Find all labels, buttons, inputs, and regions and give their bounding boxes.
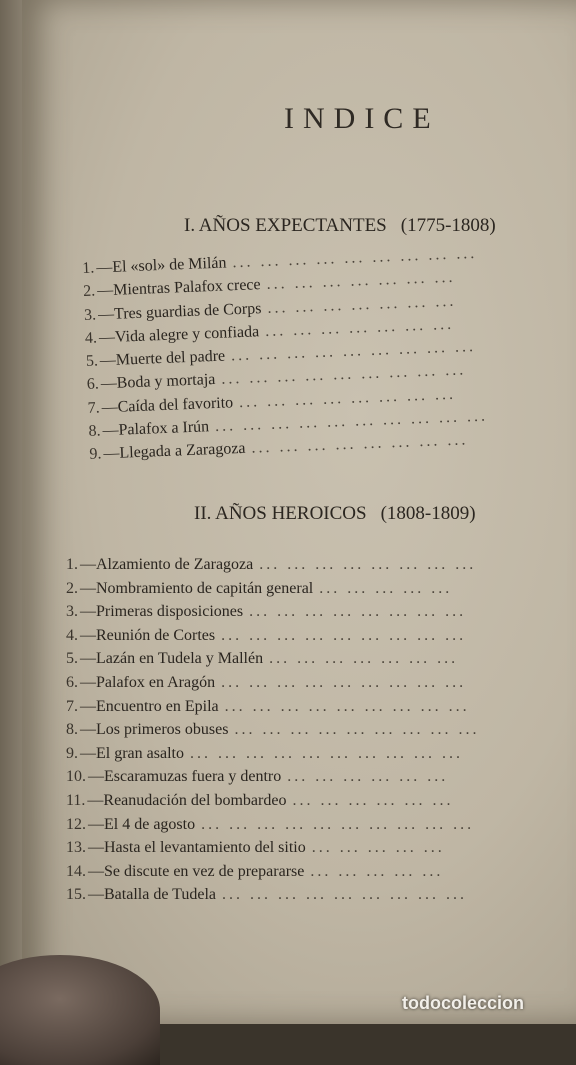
entry-title: —Caída del favorito [101, 394, 234, 417]
entry-number: 1. [66, 556, 78, 573]
entry-title: —Hasta el levantamiento del sitio [88, 839, 306, 857]
toc-entry [66, 674, 576, 698]
toc-entry [66, 886, 576, 910]
entry-title: —Boda y mortaja [100, 371, 216, 393]
entry-leader: ... ... ... ... ... ... ... ... ... [221, 361, 467, 389]
toc-entry [66, 768, 576, 792]
entry-number: 9. [66, 744, 78, 762]
entry-leader: ... ... ... ... ... ... ... [266, 268, 456, 294]
toc-entry [66, 721, 576, 745]
entry-title: —El «sol» de Milán [95, 254, 227, 277]
entry-title: —Reanudación del bombardeo [87, 791, 287, 809]
entry-title: —Vida alegre y confiada [98, 323, 260, 347]
toc-entry [66, 650, 576, 674]
entry-leader: ... ... ... ... ... ... ... ... ... [221, 886, 467, 904]
toc-entry [66, 580, 576, 604]
entry-number: 2. [82, 282, 96, 301]
entry-number: 1. [82, 259, 95, 277]
entry-number: 14. [66, 862, 86, 880]
section-1-range: (1775-1808) [400, 215, 496, 236]
entry-number: 10. [66, 768, 86, 786]
entry-number: 6. [66, 673, 78, 691]
entry-title: —Reunión de Cortes [80, 626, 216, 644]
entry-title: —Lazán en Tudela y Mallén [80, 650, 264, 668]
toc-entry [66, 792, 576, 816]
entry-leader: ... ... ... ... ... ... ... [269, 650, 459, 668]
entry-title: —El gran asalto [80, 744, 184, 762]
entry-number: 7. [87, 399, 101, 417]
entry-number: 4. [66, 626, 78, 644]
watermark-logo: todocoleccion [402, 993, 525, 1013]
toc-entry [66, 627, 576, 651]
entry-leader: ... ... ... ... ... [311, 839, 445, 857]
entry-title: —Alzamiento de Zaragoza [80, 556, 254, 573]
entry-number: 4. [84, 329, 98, 347]
section-2-title: II. AÑOS HEROICOS [194, 503, 367, 524]
toc-entry [66, 556, 576, 580]
section-heading-2 [194, 503, 476, 525]
entry-number: 11. [66, 791, 86, 809]
entry-leader: ... ... ... ... ... ... ... ... ... ... [189, 744, 463, 762]
toc-entry [66, 698, 576, 722]
entry-title: —Encuentro en Epila [80, 697, 219, 715]
entry-title: —Muerte del padre [99, 347, 226, 370]
entry-title: —Tres guardias de Corps [97, 299, 262, 324]
entry-number: 2. [66, 579, 78, 597]
entry-leader: ... ... ... ... ... [310, 862, 444, 880]
entry-number: 3. [66, 603, 78, 621]
toc-entry [66, 816, 576, 840]
entry-leader: ... ... ... ... ... ... ... ... ... [232, 244, 478, 272]
toc-entry [66, 863, 576, 887]
entry-title: —Primeras disposiciones [80, 603, 244, 621]
entry-title: —Llegada a Zaragoza [103, 440, 246, 463]
toc-entry [66, 839, 576, 863]
entry-leader: ... ... ... ... ... ... ... ... ... [234, 721, 480, 739]
entry-number: 5. [85, 352, 99, 371]
section-2-entries [66, 556, 576, 910]
entry-number: 3. [83, 306, 97, 324]
entry-leader: ... ... ... ... ... ... ... [267, 292, 457, 317]
entry-leader: ... ... ... ... ... ... ... ... ... [224, 697, 470, 715]
entry-leader: ... ... ... ... ... ... ... ... ... [221, 673, 467, 691]
entry-leader: ... ... ... ... ... ... ... ... [249, 603, 467, 621]
entry-title: —Nombramiento de capitán general [80, 579, 314, 597]
entry-number: 15. [66, 886, 86, 904]
entry-leader: ... ... ... ... ... ... [287, 768, 449, 786]
entry-leader: ... ... ... ... ... ... ... ... [251, 431, 469, 458]
index-title: INDICE [284, 102, 440, 135]
entry-title: —Palafox en Aragón [80, 673, 216, 691]
entry-title: —Batalla de Tudela [88, 886, 216, 904]
entry-leader: ... ... ... ... ... ... ... ... ... ... [214, 407, 489, 436]
entry-leader: ... ... ... ... ... ... ... ... ... ... [201, 815, 475, 833]
section-1-title: I. AÑOS EXPECTANTES [184, 215, 387, 236]
entry-number: 8. [66, 721, 78, 739]
entry-title: —Palafox a Irún [102, 418, 210, 440]
entry-leader: ... ... ... ... ... ... ... ... ... [221, 626, 467, 644]
entry-leader: ... ... ... ... ... ... ... ... ... [230, 338, 477, 365]
entry-title: —Mientras Palafox crece [96, 276, 261, 300]
entry-number: 8. [88, 422, 101, 440]
entry-title: —Escaramuzas fuera y dentro [88, 768, 282, 786]
entry-title: —El 4 de agosto [88, 815, 196, 833]
entry-number: 12. [66, 815, 86, 833]
entry-leader: ... ... ... ... ... ... ... ... [259, 556, 477, 573]
toc-entry [66, 603, 576, 627]
entry-leader: ... ... ... ... ... ... [292, 791, 454, 809]
entry-number: 9. [89, 445, 102, 464]
entry-title: —Se discute en vez de prepararse [88, 862, 305, 880]
section-2-range: (1808-1809) [380, 503, 476, 524]
entry-leader: ... ... ... ... ... ... ... [264, 315, 455, 340]
entry-number: 6. [86, 375, 100, 394]
entry-number: 7. [66, 697, 78, 715]
section-1-entries [82, 240, 576, 469]
book-page [22, 0, 576, 1024]
entry-title: —Los primeros obuses [80, 721, 229, 739]
section-heading-1 [184, 215, 496, 237]
entry-leader: ... ... ... ... ... [319, 579, 453, 597]
toc-entry [66, 745, 576, 769]
entry-number: 5. [66, 650, 78, 668]
entry-number: 13. [66, 839, 86, 857]
entry-leader: ... ... ... ... ... ... ... ... [238, 385, 457, 411]
